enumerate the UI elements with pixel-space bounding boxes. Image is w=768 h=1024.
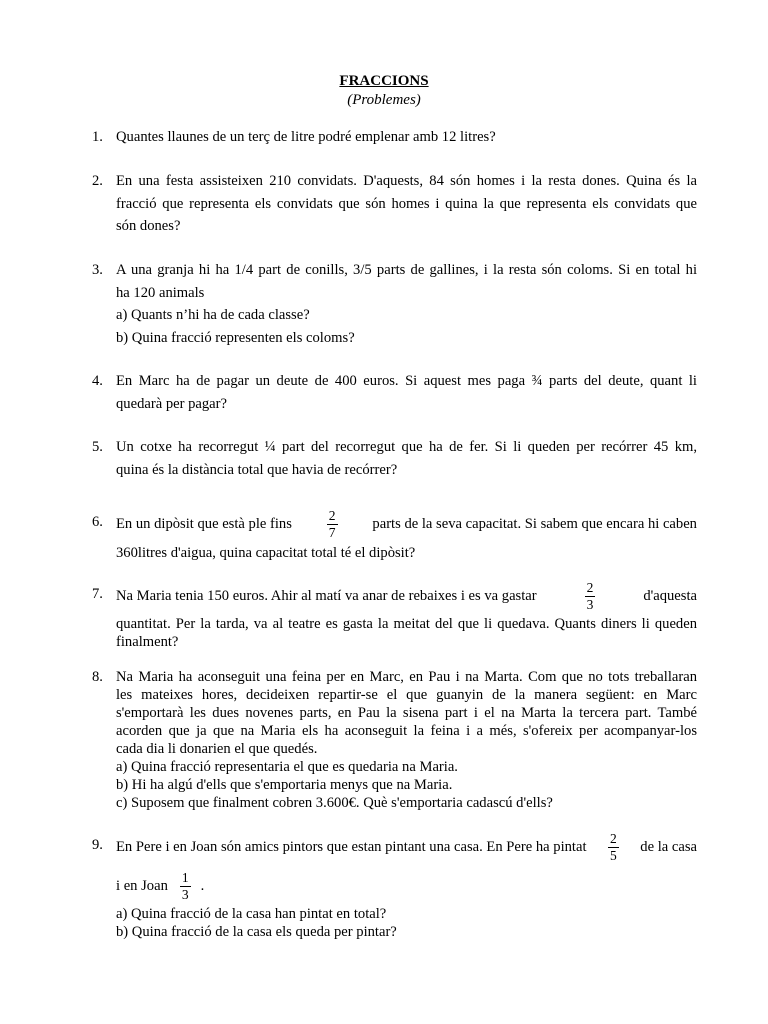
problem-text: En Marc ha de pagar un deute de 400 euros. Si aquest mes paga ¾ parts del deute, quant li [116, 373, 697, 389]
fraction-denominator: 3 [181, 886, 189, 902]
problem-text: quedarà per pagar? [116, 395, 227, 412]
problem-number: 4. [92, 373, 103, 389]
problem-text: Na Maria tenia 150 euros. Ahir al matí va anar de rebaixes i es va gastar [116, 587, 537, 604]
problem-text: . [200, 877, 205, 894]
problem-question-a: a) Quina fracció representaria el que es quedaria na Maria. [116, 759, 458, 775]
fraction [327, 508, 338, 541]
problem-number: 3. [92, 262, 103, 278]
problem-text: Quantes llaunes de un terç de litre podré emplenar amb 12 litres? [116, 129, 496, 145]
problem-question-b: b) Quina fracció representen els coloms? [116, 329, 355, 346]
problem-5 [92, 436, 697, 481]
page-title: FRACCIONS [339, 73, 429, 89]
problem-question-a: a) Quina fracció de la casa han pintat en total? [116, 906, 387, 922]
problem-question-b: b) Quina fracció de la casa els queda per pintar? [116, 924, 397, 940]
problem-question-a: a) Quants n’hi ha de cada classe? [116, 307, 310, 323]
fraction-numerator: 1 [181, 869, 189, 885]
problem-text: finalment? [116, 634, 179, 650]
fraction-numerator: 2 [586, 579, 594, 595]
problem-text: En Pere i en Joan són amics pintors que estan pintant una casa. En Pere ha pintat [116, 838, 587, 855]
problem-text: quantitat. Per la tarda, va al teatre es gasta la meitat del que li quedava. Quants diners li queden [116, 616, 697, 632]
fraction [608, 831, 619, 864]
problem-6 [92, 505, 697, 564]
problem-8 [92, 668, 697, 812]
problem-text: Na Maria ha aconseguit una feina per en Marc, en Pau i na Marta. Com que no tots treballaran [116, 669, 697, 685]
fraction-denominator: 3 [586, 596, 594, 612]
problem-text: Un cotxe ha recorregut ¼ part del recorregut que ha de fer. Si li queden per recórrer 45 km, [116, 439, 697, 455]
fraction-numerator: 2 [328, 507, 336, 523]
problem-text: ha 120 animals [116, 284, 205, 301]
fraction-numerator: 2 [610, 830, 617, 846]
page-subtitle: (Problemes) [347, 92, 421, 108]
problem-1 [92, 126, 697, 149]
problem-number: 9. [92, 837, 103, 853]
problem-text: les mateixes hores, decideixen repartir-se el que guanyin de la manera següent: en Marc [116, 687, 697, 703]
problem-2 [92, 170, 697, 238]
problem-number: 7. [92, 586, 103, 602]
problem-text: acorden que ja que na Maria els ha aconseguit la feina i a més, s'ofereix per acompanyar-los [116, 723, 697, 739]
problem-question-b: b) Hi ha algú d'ells que s'emportaria menys que na Maria. [116, 777, 453, 793]
problem-number: 1. [92, 129, 103, 145]
problem-text: de la casa [640, 838, 697, 855]
problem-number: 6. [92, 514, 103, 530]
problem-text: són dones? [116, 218, 181, 234]
problem-text: En una festa assisteixen 210 convidats. D'aquests, 84 són homes i la resta dones. Quina és la [116, 173, 697, 189]
problem-text: 360litres d'aigua, quina capacitat total té el dipòsit? [116, 545, 416, 561]
problem-text: i en Joan [116, 877, 168, 894]
problem-9 [92, 827, 697, 941]
problem-4 [92, 370, 697, 415]
problem-text: fracció que representa els convidats que són homes i quina la que representa els convidats que [116, 195, 697, 212]
problem-3 [92, 259, 697, 349]
fraction [585, 580, 596, 613]
problem-text: A una granja hi ha 1/4 part de conills, 3/5 parts de gallines, i la resta són coloms. Si en total hi [116, 262, 697, 278]
problem-number: 8. [92, 669, 103, 685]
fraction-denominator: 5 [610, 847, 617, 863]
problem-7 [92, 577, 697, 651]
problem-number: 5. [92, 439, 103, 455]
problem-number: 2. [92, 173, 103, 189]
problem-text: d'aquesta [643, 587, 697, 604]
problem-text: s'emportarà les dues novenes parts, en Pau la sisena part i el na Marta la tercera part. També [116, 705, 697, 721]
fraction [180, 870, 191, 903]
problem-text: quina és la distància total que havia de recórrer? [116, 461, 398, 478]
problem-text: parts de la seva capacitat. Si sabem que encara hi caben [372, 515, 697, 532]
problem-text: En un dipòsit que està ple fins [116, 515, 292, 532]
problem-text: cada dia li donarien el que quedés. [116, 741, 318, 757]
problem-question-c: c) Suposem que finalment cobren 3.600€. Què s'emportaria cadascú d'ells? [116, 795, 553, 811]
fraction-denominator: 7 [328, 524, 336, 540]
